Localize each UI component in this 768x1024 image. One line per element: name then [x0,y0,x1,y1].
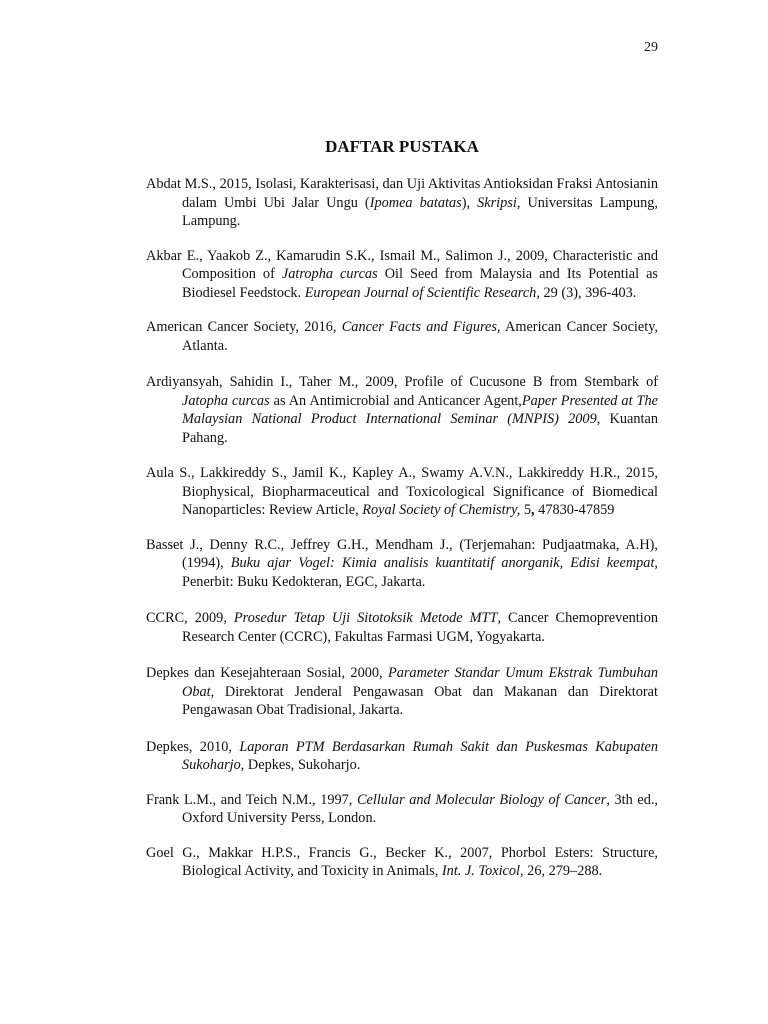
reference-text: ), [461,194,478,211]
reference-text: Frank L.M., and Teich N.M., 1997, [146,791,357,808]
reference-italic-text: Laporan PTM Berdasarkan Rumah Sakit dan Puskesmas Kabupaten Sukoharjo [182,738,658,773]
reference-italic-text: Paper Presented at The Malaysian National Product International Seminar (MNPIS) 2009 [182,392,658,427]
reference-text: 5 [520,502,532,518]
reference-text: Abdat M.S., 2015, Isolasi, Karakterisasi, dan Uji Aktivitas Antioksidan Fraksi Antosianin dalam Umbi Ubi Jalar Ungu ( [146,176,658,211]
reference-entry [146,609,658,646]
reference-list [146,175,658,898]
reference-entry [146,318,658,355]
reference-text: , Depkes, Sukoharjo. [240,757,361,773]
reference-entry [146,373,658,447]
reference-italic-text: Cancer Facts and Figures [341,319,497,335]
reference-italic-text: Buku ajar Vogel: Kimia analisis kuantitatif anorganik, Edisi keempat [230,555,655,571]
reference-text: , Cancer Chemoprevention Research Center (CCRC), Fakultas Farmasi UGM, Yogyakarta. [182,610,658,645]
reference-text: , American Cancer Society, Atlanta. [182,319,658,354]
reference-italic-text: Ipomea batatas [369,194,462,211]
page-number: 29 [644,40,658,55]
reference-entry [146,791,658,828]
reference-text: Basset J., Denny R.C., Jeffrey G.H., Mendham J., (Terjemahan: Pudjaatmaka, A.H), (1994), [146,536,658,571]
reference-italic-text: Jatopha curcas [182,392,270,409]
reference-entry [146,536,658,592]
reference-text: , Direktorat Jenderal Pengawasan Obat dan Makanan dan Direktorat Pengawasan Obat Tradisional, Jakarta. [182,683,658,718]
reference-text: as An Antimicrobial and Anticancer Agent, [269,392,522,409]
reference-entry [146,844,658,881]
reference-text: , 29 (3), 396-403. [536,284,637,301]
reference-text: , 3th ed., Oxford University Perss, London. [182,791,658,826]
reference-italic-text: Cellular and Molecular Biology of Cancer [356,791,607,808]
reference-entry [146,175,658,231]
reference-italic-text: Int. J. Toxicol [441,863,521,879]
reference-entry [146,464,658,520]
reference-entry [146,738,658,775]
reference-italic-text: Jatropha curcas [281,266,378,282]
reference-entry [146,247,658,303]
reference-italic-text: Royal Society of Chemistry, [362,502,521,518]
reference-text: , [531,502,535,518]
reference-text: , Universitas Lampung, Lampung. [182,194,658,229]
reference-text: Ardiyansyah, Sahidin I., Taher M., 2009, Profile of Cucusone B from Stembark of [146,374,658,390]
reference-entry [146,664,658,720]
reference-text: Depkes, 2010, [146,738,240,755]
reference-italic-text: Prosedur Tetap Uji Sitotoksik Metode MTT [233,610,498,626]
reference-text: 47830-47859 [534,502,615,518]
reference-text: Oil Seed from Malaysia and Its Potential as Biodiesel Feedstock. [182,266,658,301]
reference-italic-text: Skripsi [477,194,517,211]
reference-text: American Cancer Society, 2016, [146,319,342,335]
reference-text: Depkes dan Kesejahteraan Sosial, 2000, [146,665,388,681]
reference-text: , Penerbit: Buku Kedokteran, EGC, Jakarta. [182,555,658,590]
reference-text: , 26, 279–288. [520,863,603,879]
reference-italic-text: European Journal of Scientific Research [304,284,537,301]
reference-text: , Kuantan Pahang. [182,411,658,446]
reference-text: Aula S., Lakkireddy S., Jamil K., Kapley A., Swamy A.V.N., Lakkireddy H.R., 2015, Biophysical, Biopharmaceutical and Toxicological Significance of Biomedical Nanoparticles: Review Article, [146,465,658,518]
reference-italic-text: Parameter Standar Umum Ekstrak Tumbuhan Obat [182,665,658,700]
reference-text: Goel G., Makkar H.P.S., Francis G., Becker K., 2007, Phorbol Esters: Structure, Biological Activity, and Toxicity in Animals, [146,844,658,879]
reference-text: CCRC, 2009, [146,610,234,626]
reference-text: Akbar E., Yaakob Z., Kamarudin S.K., Ismail M., Salimon J., 2009, Characteristic and Composition of [146,247,658,282]
page-title: DAFTAR PUSTAKA [325,137,479,156]
